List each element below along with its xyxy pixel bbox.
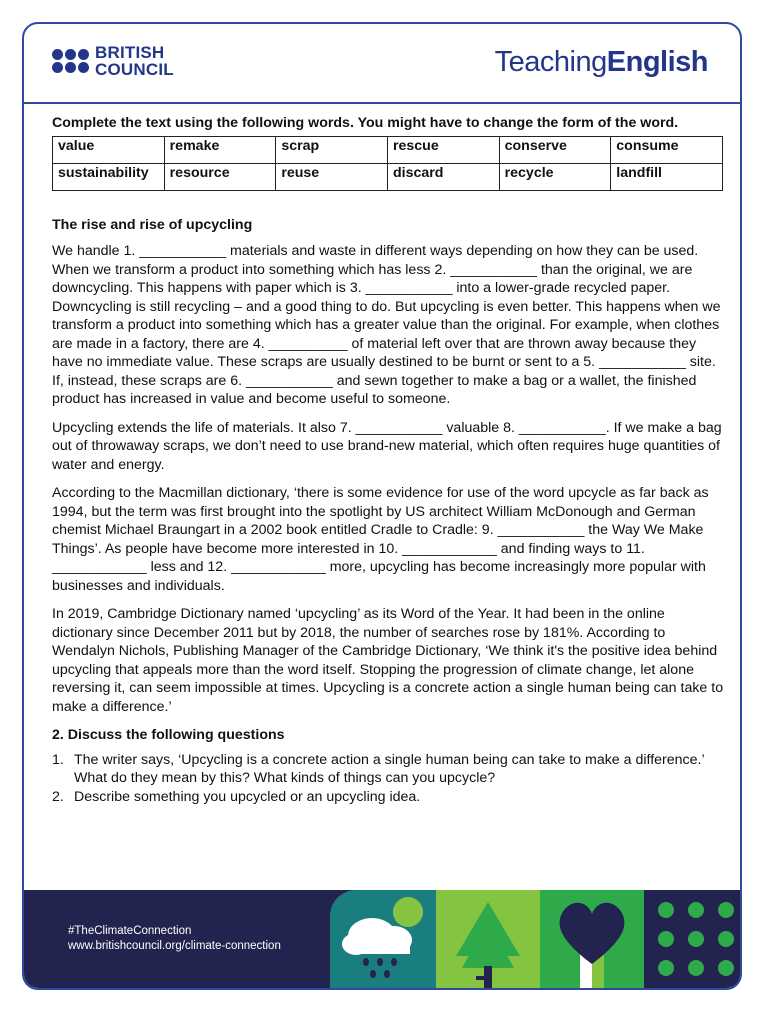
question-item xyxy=(52,788,724,807)
footer-hashtag: #TheClimateConnection xyxy=(68,925,192,937)
word-cell: landfill xyxy=(611,163,723,190)
footer-text xyxy=(68,924,281,954)
dots-pattern-icon xyxy=(644,890,742,990)
word-bank-row xyxy=(53,136,723,163)
cloud-rain-icon xyxy=(330,890,436,990)
word-cell: remake xyxy=(164,136,276,163)
worksheet-content xyxy=(52,114,724,806)
dots-panel xyxy=(644,890,742,990)
discussion-heading: 2. Discuss the following questions xyxy=(52,727,285,743)
word-cell: consume xyxy=(611,136,723,163)
question-text: The writer says, ‘Upcycling is a concrete action a single human being can take to make a difference.’ What do they mean by this? What kinds of things can you upcycle? xyxy=(74,751,705,786)
word-cell: discard xyxy=(387,163,499,190)
question-text: Describe something you upcycled or an upcycling idea. xyxy=(74,788,421,805)
word-cell: reuse xyxy=(276,163,388,190)
heart-icon xyxy=(540,890,644,990)
article-paragraph-3: According to the Macmillan dictionary, ‘there is some evidence for use of the word upcycle as far back as 1994, but the term was first brought into the spotlight by US architect William McDonough and German chemist Michael Braungart in a 2002 book entitled Cradle to Cradle: 9. ___________ the Way We Make Things’. As people have become more interested in 10. ____________ and finding ways to 11. ____________ less and 12. ____________ more, upcycling has become increasingly more popular with businesses and individuals. xyxy=(52,485,709,594)
site-name-bold: English xyxy=(606,46,708,78)
heart-panel xyxy=(540,890,644,990)
header xyxy=(24,24,740,104)
word-cell: rescue xyxy=(387,136,499,163)
footer-url: www.britishcouncil.org/climate-connection xyxy=(68,940,281,952)
discussion-questions xyxy=(52,751,724,807)
site-name-light: Teaching xyxy=(494,46,607,78)
word-bank-row xyxy=(53,163,723,190)
page-frame xyxy=(22,22,742,990)
brand-line-2: COUNCIL xyxy=(95,60,174,79)
tree-panel xyxy=(436,890,540,990)
word-cell: conserve xyxy=(499,136,611,163)
word-cell: recycle xyxy=(499,163,611,190)
word-cell: scrap xyxy=(276,136,388,163)
question-number: 2. xyxy=(52,788,64,805)
question-item xyxy=(52,751,724,788)
british-council-dots-icon xyxy=(52,49,89,73)
word-cell: value xyxy=(53,136,165,163)
teaching-english-logo xyxy=(495,46,708,79)
tree-icon xyxy=(436,890,540,990)
british-council-logo xyxy=(52,44,174,78)
word-cell: sustainability xyxy=(53,163,165,190)
instructions: Complete the text using the following words. You might have to change the form of the word. xyxy=(52,115,679,131)
article-paragraph-2: Upcycling extends the life of materials. It also 7. ___________ valuable 8. ___________. If we make a bag out of throwaway scraps, we don’t need to use brand-new material, which often requires huge quantities of water and energy. xyxy=(52,419,722,473)
word-bank-table xyxy=(52,136,723,191)
word-cell: resource xyxy=(164,163,276,190)
article-paragraph-4: In 2019, Cambridge Dictionary named ‘upcycling’ as its Word of the Year. It had been in the online dictionary since December 2011 but by 2018, the number of searches rose by 181%. According to Wendalyn Nichols, Publishing Manager of the Cambridge Dictionary, ‘We think it's the positive idea behind upcycling that appeals more than the word itself. Stopping the progression of climate change, let alone reversing it, can seem impossible at times. Upcycling is a concrete action a single human being can take to make a difference.’ xyxy=(52,606,724,715)
brand-line-1: BRITISH xyxy=(95,43,165,62)
footer-banner xyxy=(24,890,740,990)
cloud-rain-panel xyxy=(330,890,436,990)
article-title: The rise and rise of upcycling xyxy=(52,216,253,233)
question-number: 1. xyxy=(52,751,64,768)
article-paragraph-1: We handle 1. ___________ materials and waste in different ways depending on how they can be used. When we transform a product into something which has less 2. ___________ than the original, we are downcycling. This happens with paper which is 3. ___________ into a lower-grade recycled paper. Downcycling is still recycling – and a good thing to do. But upcycling is even better. This happens when we transform a product into something which has a greater value than the original. For example, when clothes are made in a factory, there are 4. __________ of material left over that are thrown away because they have no immediate value. These scraps are usually destined to be burnt or sent to a 5. ___________ site. If, instead, these scraps are 6. ___________ and sewn together to make a bag or a wallet, the finished product has increased in value and become useful to someone. xyxy=(52,243,721,407)
